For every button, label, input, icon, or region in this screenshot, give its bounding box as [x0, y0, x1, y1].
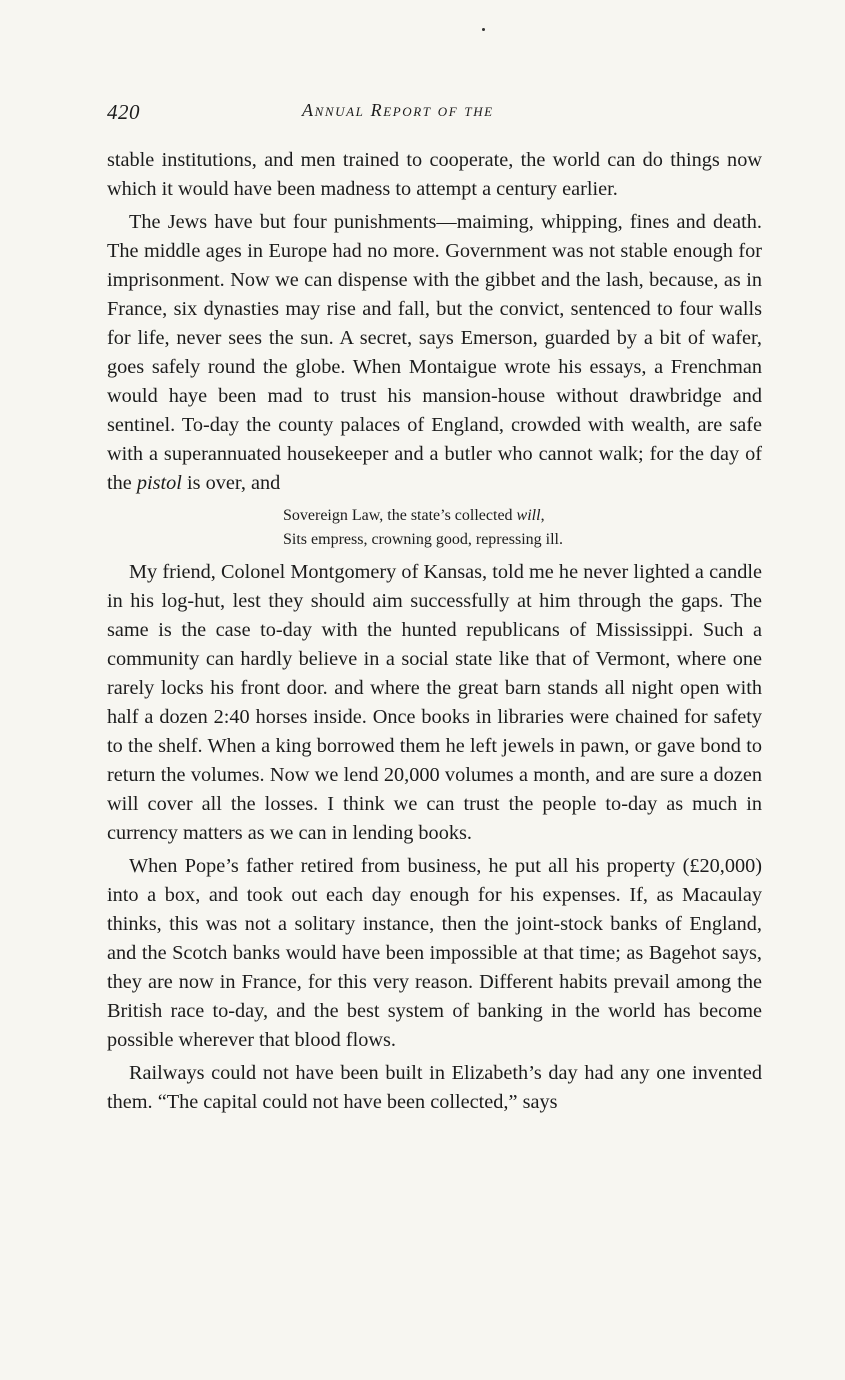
- paragraph-text: is over, and: [181, 472, 281, 494]
- paragraph-continued: stable institutions, and men trained to cooperate, the world can do things now which it would have been madness to attempt a century earlier.: [107, 149, 762, 200]
- paragraph-pope: When Pope’s father retired from business, he put all his property (£20,000) into a box, and took out each day enough for his expenses. If, as Macaulay thinks, this was not a solitary instance, then the joint-stock banks of England, and the Scotch banks would have been impossible at that time; as Bagehot says, they are now in France, for this very reason. Different habits prevail among the British race to-day, and the best system of banking in the world has become possible wherever that blood flows.: [107, 855, 762, 1051]
- page-body: [107, 146, 762, 1117]
- verse-line: [283, 504, 762, 528]
- paragraph-montgomery: My friend, Colonel Montgomery of Kansas, told me he never lighted a candle in his log-hut, lest they should aim successfully at him through the gaps. The same is the case to-day with the hunted republicans of Mississippi. Such a community can hardly believe in a social state like that of Vermont, where one rarely locks his front door. and where the great barn stands all night open with half a dozen 2:40 horses inside. Once books in libraries were chained for safety to the shelf. When a king borrowed them he left jewels in pawn, or gave bond to return the volumes. Now we lend 20,000 volumes a month, and are sure a dozen will cover all the losses. I think we can trust the people to-day as much in currency matters as we can in lending books.: [107, 561, 762, 844]
- verse-punctuation: ,: [540, 507, 545, 524]
- page-header: [107, 100, 762, 126]
- page-number: 420: [107, 100, 140, 124]
- ink-speck: [482, 28, 485, 31]
- paragraph-text: The Jews have but four punishments—maiming, whipping, fines and death. The middle ages in Europe had no more. Government was not stable enough for imprisonment. Now we can dispense with the gibbet and the lash, because, as in France, six dynasties may rise and fall, but the convict, sentenced to four walls for life, never sees the sun. A secret, says Emerson, guarded by a bit of wafer, goes safely round the globe. When Montaigue wrote his essays, a Frenchman would haye been mad to trust his mansion-house without drawbridge and sentinel. To-day the county palaces of England, crowded with wealth, are safe with a superannuated housekeeper and a butler who cannot walk; for the day of the: [107, 211, 762, 494]
- paragraph-punishments: [107, 208, 762, 498]
- italic-word: pistol: [136, 472, 182, 494]
- verse-quotation: [283, 504, 762, 552]
- running-head: Annual Report of the: [302, 100, 494, 120]
- verse-italic-word: will: [516, 507, 541, 524]
- verse-text: Sovereign Law, the state’s collected: [283, 507, 517, 524]
- verse-line: Sits empress, crowning good, repressing ill.: [283, 531, 563, 548]
- paragraph-railways: Railways could not have been built in Elizabeth’s day had any one invented them. “The capital could not have been collected,” says: [107, 1062, 762, 1113]
